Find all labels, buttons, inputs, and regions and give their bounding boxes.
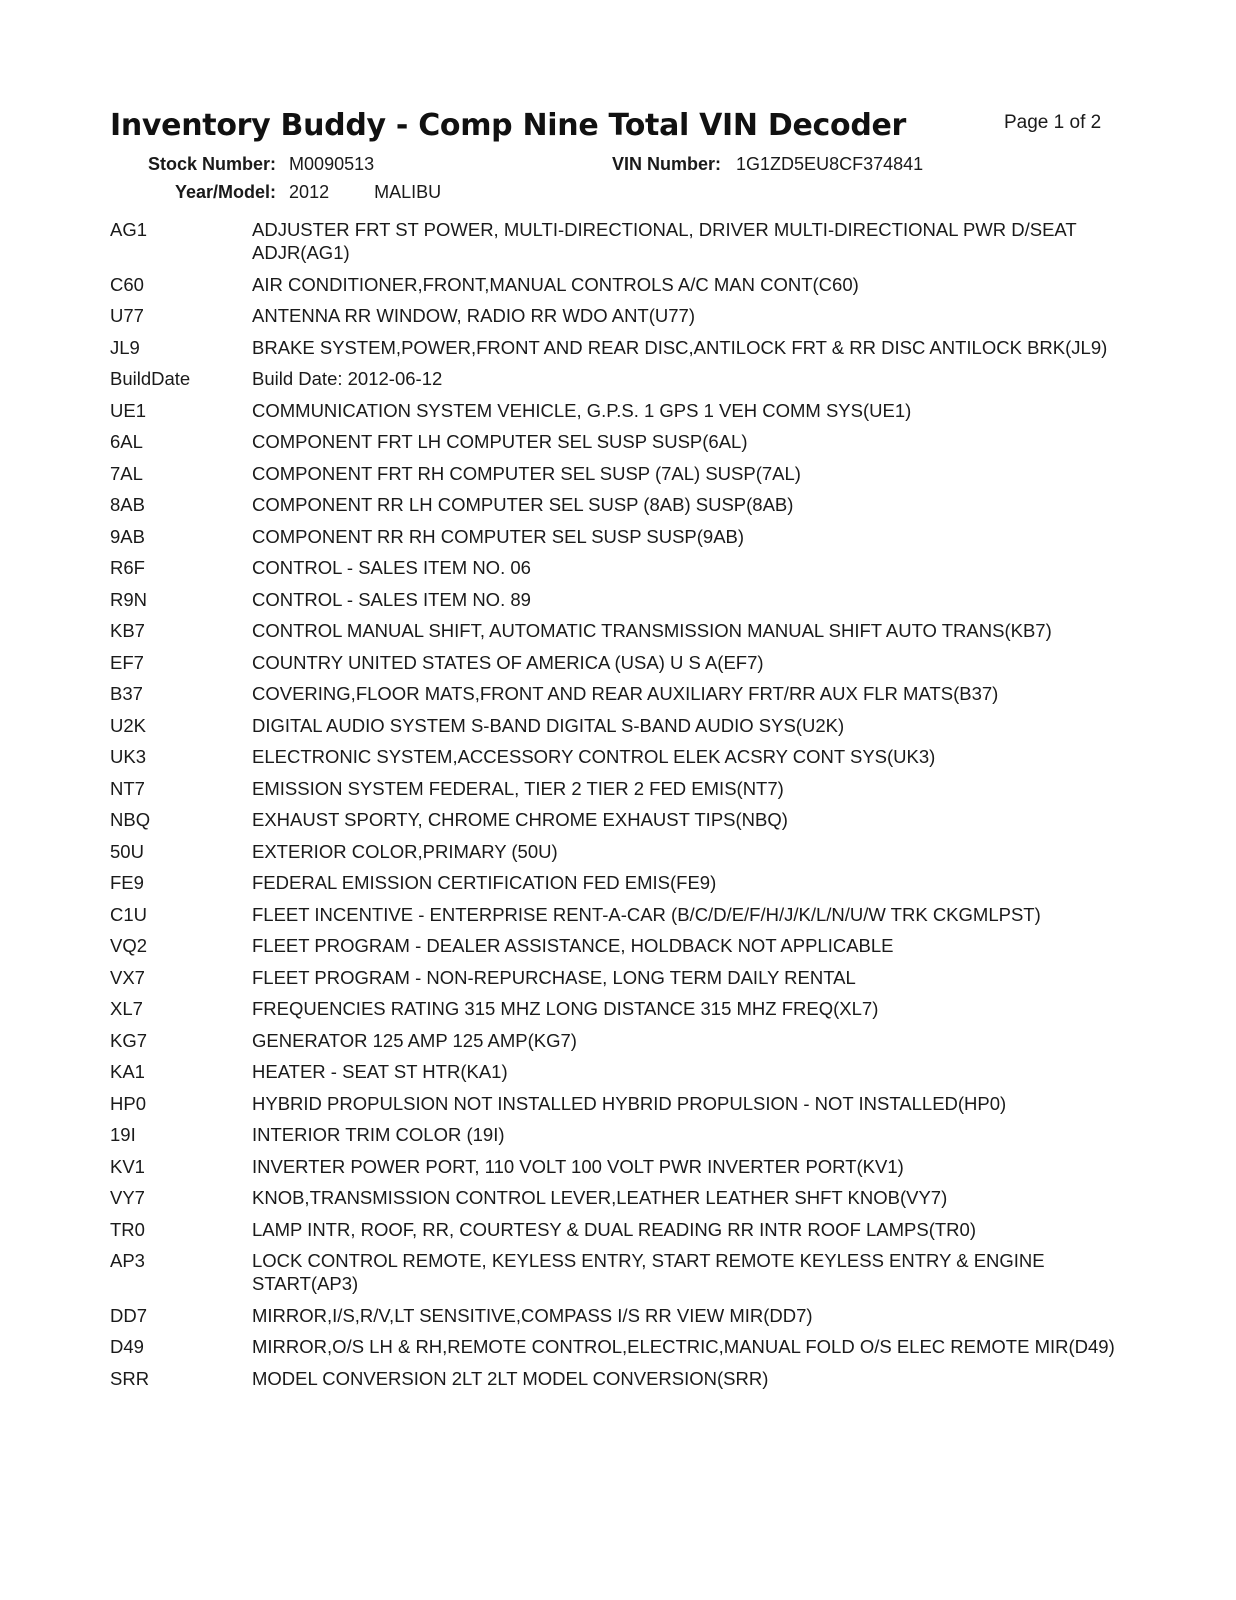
option-row	[110, 1218, 1120, 1241]
option-row	[110, 304, 1120, 327]
option-description: LOCK CONTROL REMOTE, KEYLESS ENTRY, START REMOTE KEYLESS ENTRY & ENGINE START(AP3)	[252, 1250, 1045, 1294]
option-code: KB7	[110, 620, 145, 641]
option-row	[110, 619, 1120, 642]
option-row	[110, 588, 1120, 611]
year-model-label: Year/Model:	[175, 182, 277, 202]
option-row	[110, 1304, 1120, 1327]
option-description: MIRROR,O/S LH & RH,REMOTE CONTROL,ELECTRIC,MANUAL FOLD O/S ELEC REMOTE MIR(D49)	[252, 1336, 1115, 1357]
option-description: EMISSION SYSTEM FEDERAL, TIER 2 TIER 2 FED EMIS(NT7)	[252, 777, 784, 799]
option-row	[110, 934, 1120, 957]
option-code: D49	[110, 1336, 144, 1357]
option-description: MODEL CONVERSION 2LT 2LT MODEL CONVERSION(SRR)	[252, 1367, 769, 1389]
option-row	[110, 1367, 1120, 1390]
page-number: Page 1 of 2	[1004, 112, 1102, 133]
option-code-list	[110, 218, 1120, 1398]
option-code: C1U	[110, 903, 148, 925]
option-code: UK3	[110, 746, 146, 767]
option-code: TR0	[110, 1218, 145, 1240]
option-code: VQ2	[110, 935, 148, 956]
option-code: VY7	[110, 1187, 145, 1208]
option-description: HYBRID PROPULSION NOT INSTALLED HYBRID PROPULSION - NOT INSTALLED(HP0)	[252, 1092, 1007, 1114]
option-row	[110, 462, 1120, 485]
option-code: KG7	[110, 1029, 148, 1051]
option-description: EXHAUST SPORTY, CHROME CHROME EXHAUST TIPS(NBQ)	[252, 809, 788, 830]
vin-number	[612, 154, 923, 175]
option-code: XL7	[110, 998, 143, 1019]
option-description: MIRROR,I/S,R/V,LT SENSITIVE,COMPASS I/S RR VIEW MIR(DD7)	[252, 1304, 813, 1326]
option-code: AG1	[110, 219, 148, 240]
stock-number-value: M0090513	[289, 154, 375, 174]
option-row	[110, 997, 1120, 1020]
option-row	[110, 871, 1120, 894]
option-row	[110, 1092, 1120, 1115]
option-code: VX7	[110, 966, 145, 988]
option-code: R9N	[110, 588, 148, 610]
option-row	[110, 525, 1120, 548]
option-code: U2K	[110, 714, 146, 736]
option-row	[110, 745, 1120, 768]
option-row	[110, 966, 1120, 989]
option-description: DIGITAL AUDIO SYSTEM S-BAND DIGITAL S-BAND AUDIO SYS(U2K)	[252, 714, 845, 736]
option-description: FLEET INCENTIVE - ENTERPRISE RENT-A-CAR (B/C/D/E/F/H/J/K/L/N/U/W TRK CKGMLPST)	[252, 903, 1041, 925]
year-value: 2012	[289, 182, 330, 202]
option-description: GENERATOR 125 AMP 125 AMP(KG7)	[252, 1029, 577, 1051]
option-code: EF7	[110, 651, 144, 673]
option-description: Build Date: 2012-06-12	[252, 368, 443, 389]
option-code: JL9	[110, 336, 140, 358]
option-code: NBQ	[110, 809, 151, 830]
year-model	[175, 182, 441, 203]
option-code: HP0	[110, 1092, 146, 1114]
option-row	[110, 777, 1120, 800]
option-code: SRR	[110, 1367, 150, 1389]
option-code: KA1	[110, 1061, 145, 1082]
vin-number-value: 1G1ZD5EU8CF374841	[736, 154, 924, 174]
option-code: 7AL	[110, 462, 143, 484]
option-code: 9AB	[110, 525, 145, 547]
option-code: AP3	[110, 1250, 145, 1271]
vin-number-label: VIN Number:	[612, 154, 722, 174]
option-code: 19I	[110, 1124, 136, 1145]
option-row	[110, 493, 1120, 516]
option-description: INVERTER POWER PORT, 110 VOLT 100 VOLT PWR INVERTER PORT(KV1)	[252, 1155, 904, 1177]
option-description: ADJUSTER FRT ST POWER, MULTI-DIRECTIONAL, DRIVER MULTI-DIRECTIONAL PWR D/SEAT ADJR(AG1)	[252, 219, 1077, 263]
option-row	[110, 430, 1120, 453]
option-row	[110, 336, 1120, 359]
option-code: KV1	[110, 1155, 145, 1177]
option-code: R6F	[110, 557, 145, 578]
stock-number	[148, 154, 374, 175]
option-code: DD7	[110, 1304, 148, 1326]
option-description: COMPONENT RR LH COMPUTER SEL SUSP (8AB) SUSP(8AB)	[252, 494, 794, 515]
stock-number-label: Stock Number:	[148, 154, 277, 174]
option-row	[110, 714, 1120, 737]
option-description: FREQUENCIES RATING 315 MHZ LONG DISTANCE 315 MHZ FREQ(XL7)	[252, 998, 879, 1019]
option-row	[110, 556, 1120, 579]
option-row	[110, 808, 1120, 831]
option-description: INTERIOR TRIM COLOR (19I)	[252, 1124, 505, 1145]
option-description: COMPONENT RR RH COMPUTER SEL SUSP SUSP(9AB)	[252, 525, 745, 547]
option-description: FEDERAL EMISSION CERTIFICATION FED EMIS(FE9)	[252, 872, 717, 893]
option-code: BuildDate	[110, 368, 191, 389]
option-description: CONTROL - SALES ITEM NO. 06	[252, 557, 531, 578]
option-row	[110, 1029, 1120, 1052]
option-code: C60	[110, 273, 144, 295]
option-row	[110, 682, 1120, 705]
option-row	[110, 1335, 1120, 1358]
option-row	[110, 1186, 1120, 1209]
option-row	[110, 840, 1120, 863]
option-description: AIR CONDITIONER,FRONT,MANUAL CONTROLS A/C MAN CONT(C60)	[252, 273, 859, 295]
option-code: NT7	[110, 777, 145, 799]
option-description: COMMUNICATION SYSTEM VEHICLE, G.P.S. 1 GPS 1 VEH COMM SYS(UE1)	[252, 399, 912, 421]
option-description: KNOB,TRANSMISSION CONTROL LEVER,LEATHER LEATHER SHFT KNOB(VY7)	[252, 1187, 948, 1208]
option-row	[110, 1249, 1120, 1295]
option-row	[110, 367, 1120, 390]
option-row	[110, 399, 1120, 422]
option-description: COVERING,FLOOR MATS,FRONT AND REAR AUXILIARY FRT/RR AUX FLR MATS(B37)	[252, 683, 999, 704]
option-code: 8AB	[110, 494, 145, 515]
option-description: FLEET PROGRAM - DEALER ASSISTANCE, HOLDBACK NOT APPLICABLE	[252, 935, 894, 956]
option-description: BRAKE SYSTEM,POWER,FRONT AND REAR DISC,ANTILOCK FRT & RR DISC ANTILOCK BRK(JL9)	[252, 336, 1108, 358]
option-description: ANTENNA RR WINDOW, RADIO RR WDO ANT(U77)	[252, 305, 695, 326]
option-row	[110, 1123, 1120, 1146]
option-description: CONTROL - SALES ITEM NO. 89	[252, 588, 531, 610]
option-row	[110, 1060, 1120, 1083]
option-description: HEATER - SEAT ST HTR(KA1)	[252, 1061, 508, 1082]
option-code: B37	[110, 683, 143, 704]
option-code: 50U	[110, 840, 144, 862]
option-code: U77	[110, 305, 144, 326]
option-description: COMPONENT FRT RH COMPUTER SEL SUSP (7AL) SUSP(7AL)	[252, 462, 801, 484]
option-row	[110, 273, 1120, 296]
option-description: COMPONENT FRT LH COMPUTER SEL SUSP SUSP(6AL)	[252, 431, 748, 452]
model-value: MALIBU	[374, 182, 442, 202]
option-description: LAMP INTR, ROOF, RR, COURTESY & DUAL READING RR INTR ROOF LAMPS(TR0)	[252, 1218, 976, 1240]
option-description: CONTROL MANUAL SHIFT, AUTOMATIC TRANSMISSION MANUAL SHIFT AUTO TRANS(KB7)	[252, 620, 1052, 641]
option-code: UE1	[110, 399, 146, 421]
option-row	[110, 1155, 1120, 1178]
option-code: 6AL	[110, 431, 143, 452]
option-code: FE9	[110, 872, 144, 893]
option-description: FLEET PROGRAM - NON-REPURCHASE, LONG TERM DAILY RENTAL	[252, 966, 856, 988]
option-row	[110, 218, 1120, 264]
option-row	[110, 651, 1120, 674]
option-description: ELECTRONIC SYSTEM,ACCESSORY CONTROL ELEK ACSRY CONT SYS(UK3)	[252, 746, 936, 767]
document-title: Inventory Buddy - Comp Nine Total VIN Decoder	[110, 108, 907, 143]
option-row	[110, 903, 1120, 926]
option-description: EXTERIOR COLOR,PRIMARY (50U)	[252, 840, 558, 862]
option-description: COUNTRY UNITED STATES OF AMERICA (USA) U S A(EF7)	[252, 651, 764, 673]
